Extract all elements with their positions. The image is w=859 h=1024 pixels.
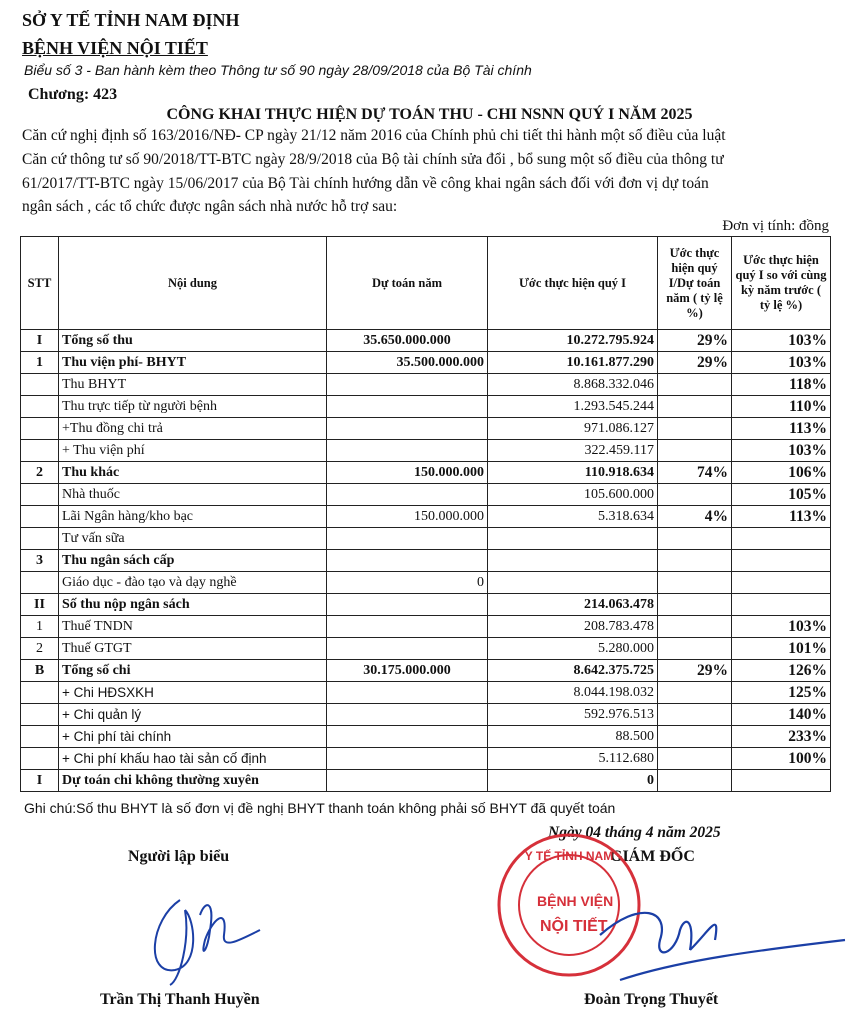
row-actual: 208.783.478 (488, 616, 658, 638)
row-yoy: 125% (732, 682, 831, 704)
director-role: GIÁM ĐỐC (610, 848, 695, 865)
row-yoy (732, 550, 831, 572)
row-ratio (658, 440, 732, 462)
table-row (21, 682, 831, 704)
preparer-role: Người lập biểu (128, 848, 230, 865)
row-budget (327, 418, 488, 440)
row-stt (21, 726, 59, 748)
row-ratio (658, 770, 732, 792)
row-budget: 0 (327, 572, 488, 594)
row-stt: I (21, 330, 59, 352)
budget-table (20, 236, 831, 792)
row-ratio: 29% (658, 330, 732, 352)
table-row (21, 396, 831, 418)
table-row (21, 572, 831, 594)
row-actual: 5.112.680 (488, 748, 658, 770)
row-budget: 35.650.000.000 (327, 330, 488, 352)
row-content: Thu khác (59, 462, 327, 484)
row-yoy: 103% (732, 616, 831, 638)
row-budget (327, 638, 488, 660)
row-actual (488, 550, 658, 572)
row-yoy: 118% (732, 374, 831, 396)
table-row (21, 528, 831, 550)
row-budget: 35.500.000.000 (327, 352, 488, 374)
row-actual: 1.293.545.244 (488, 396, 658, 418)
row-ratio (658, 704, 732, 726)
row-content: Giáo dục - đào tạo và dạy nghề (59, 572, 327, 594)
row-actual: 10.272.795.924 (488, 330, 658, 352)
row-actual: 214.063.478 (488, 594, 658, 616)
preamble-line: ngân sách , các tổ chức được ngân sách nhà nước hỗ trợ sau: (22, 198, 398, 215)
row-budget (327, 594, 488, 616)
table-row (21, 352, 831, 374)
row-ratio: 74% (658, 462, 732, 484)
table-row (21, 374, 831, 396)
row-actual: 0 (488, 770, 658, 792)
row-actual: 10.161.877.290 (488, 352, 658, 374)
row-content: + Chi phí khấu hao tài sản cố định (59, 748, 327, 770)
row-yoy: 113% (732, 506, 831, 528)
row-ratio (658, 550, 732, 572)
row-stt: I (21, 770, 59, 792)
row-actual (488, 528, 658, 550)
row-content: Thuế GTGT (59, 638, 327, 660)
row-budget (327, 682, 488, 704)
col-ratio: Ước thực hiện quý I/Dự toán năm ( tỷ lệ %) (658, 237, 732, 330)
row-budget (327, 440, 488, 462)
row-yoy: 103% (732, 330, 831, 352)
chapter: Chương: 423 (28, 86, 118, 103)
director-name: Đoàn Trọng Thuyết (584, 991, 719, 1008)
row-stt: 1 (21, 616, 59, 638)
row-content: Nhà thuốc (59, 484, 327, 506)
row-budget: 150.000.000 (327, 462, 488, 484)
row-content: Tổng số thu (59, 330, 327, 352)
row-actual: 8.642.375.725 (488, 660, 658, 682)
row-stt: II (21, 594, 59, 616)
row-yoy (732, 528, 831, 550)
preamble-line: Căn cứ nghị định số 163/2016/NĐ- CP ngày 21/12 năm 2016 của Chính phủ chi tiết thi hành một số điều của luật (22, 127, 726, 144)
row-stt (21, 374, 59, 396)
table-row (21, 616, 831, 638)
footnote: Ghi chú:Số thu BHYT là số đơn vị đề nghị BHYT thanh toán không phải số BHYT đã quyết toán (24, 800, 616, 816)
table-body (21, 330, 831, 792)
table-header-row (21, 237, 831, 330)
org-name: BỆNH VIỆN NỘI TIẾT (22, 38, 208, 58)
table-row (21, 748, 831, 770)
row-ratio (658, 638, 732, 660)
row-content: Thuế TNDN (59, 616, 327, 638)
row-content: Thu ngân sách cấp (59, 550, 327, 572)
col-yoy: Ước thực hiện quý I so với cùng kỳ năm trước ( tỷ lệ %) (732, 237, 831, 330)
row-stt (21, 748, 59, 770)
table-row (21, 330, 831, 352)
row-ratio (658, 748, 732, 770)
unit-label: Đơn vị tính: đồng (722, 218, 829, 234)
row-content: Lãi Ngân hàng/kho bạc (59, 506, 327, 528)
row-actual: 8.044.198.032 (488, 682, 658, 704)
table-row (21, 726, 831, 748)
table-row (21, 418, 831, 440)
row-content: Dự toán chi không thường xuyên (59, 770, 327, 792)
row-stt: 2 (21, 462, 59, 484)
row-stt (21, 572, 59, 594)
row-budget (327, 704, 488, 726)
row-ratio (658, 528, 732, 550)
col-budget: Dự toán năm (327, 237, 488, 330)
row-yoy: 103% (732, 440, 831, 462)
row-budget (327, 374, 488, 396)
row-ratio (658, 572, 732, 594)
row-yoy (732, 770, 831, 792)
row-budget (327, 616, 488, 638)
row-stt: 3 (21, 550, 59, 572)
table-row (21, 462, 831, 484)
org-parent: SỞ Y TẾ TỈNH NAM ĐỊNH (22, 10, 240, 30)
row-budget: 150.000.000 (327, 506, 488, 528)
col-content: Nội dung (59, 237, 327, 330)
table-row (21, 506, 831, 528)
table-row (21, 770, 831, 792)
row-yoy: 233% (732, 726, 831, 748)
preamble-line: 61/2017/TT-BTC ngày 15/06/2017 của Bộ Tài chính hướng dẫn về công khai ngân sách đối với đơn vị dự toán (22, 175, 709, 192)
row-yoy: 113% (732, 418, 831, 440)
document-title: CÔNG KHAI THỰC HIỆN DỰ TOÁN THU - CHI NSNN QUÝ I NĂM 2025 (166, 106, 693, 123)
table-row (21, 550, 831, 572)
col-actual: Ước thực hiện quý I (488, 237, 658, 330)
row-yoy: 140% (732, 704, 831, 726)
director-signature-icon (560, 880, 850, 990)
table-row (21, 660, 831, 682)
row-content: + Chi quản lý (59, 704, 327, 726)
row-budget: 30.175.000.000 (327, 660, 488, 682)
row-budget (327, 748, 488, 770)
row-actual (488, 572, 658, 594)
row-actual: 8.868.332.046 (488, 374, 658, 396)
row-yoy: 101% (732, 638, 831, 660)
row-budget (327, 396, 488, 418)
preamble-line: Căn cứ thông tư số 90/2018/TT-BTC ngày 28/9/2018 của Bộ tài chính sửa đổi , bổ sung một số điều của thông tư (22, 151, 724, 168)
row-ratio (658, 726, 732, 748)
row-yoy: 103% (732, 352, 831, 374)
form-basis: Biểu số 3 - Ban hành kèm theo Thông tư số 90 ngày 28/09/2018 của Bộ Tài chính (24, 62, 532, 78)
row-yoy: 100% (732, 748, 831, 770)
row-content: + Chi HĐSXKH (59, 682, 327, 704)
preparer-name: Trần Thị Thanh Huyền (100, 991, 260, 1008)
row-actual: 105.600.000 (488, 484, 658, 506)
table-row (21, 638, 831, 660)
row-content: Thu BHYT (59, 374, 327, 396)
row-ratio: 29% (658, 660, 732, 682)
table-row (21, 440, 831, 462)
row-yoy: 106% (732, 462, 831, 484)
row-stt (21, 704, 59, 726)
row-stt (21, 682, 59, 704)
row-yoy: 126% (732, 660, 831, 682)
row-stt (21, 528, 59, 550)
row-ratio (658, 616, 732, 638)
row-yoy (732, 594, 831, 616)
row-content: +Thu đồng chi trả (59, 418, 327, 440)
row-actual: 592.976.513 (488, 704, 658, 726)
row-stt (21, 396, 59, 418)
table-row (21, 594, 831, 616)
row-ratio (658, 594, 732, 616)
row-ratio (658, 682, 732, 704)
row-content: Thu trực tiếp từ người bệnh (59, 396, 327, 418)
row-ratio (658, 484, 732, 506)
row-content: Tư vấn sữa (59, 528, 327, 550)
row-stt (21, 440, 59, 462)
row-actual: 110.918.634 (488, 462, 658, 484)
col-stt: STT (21, 237, 59, 330)
row-yoy: 105% (732, 484, 831, 506)
row-content: + Thu viện phí (59, 440, 327, 462)
row-content: + Chi phí tài chính (59, 726, 327, 748)
row-content: Tổng số chi (59, 660, 327, 682)
row-yoy (732, 572, 831, 594)
table-row (21, 704, 831, 726)
row-actual: 88.500 (488, 726, 658, 748)
row-yoy: 110% (732, 396, 831, 418)
row-stt (21, 506, 59, 528)
row-stt: 2 (21, 638, 59, 660)
table-row (21, 484, 831, 506)
row-budget (327, 484, 488, 506)
row-budget (327, 726, 488, 748)
row-actual: 5.318.634 (488, 506, 658, 528)
row-stt: 1 (21, 352, 59, 374)
row-stt (21, 418, 59, 440)
row-ratio (658, 396, 732, 418)
row-stt (21, 484, 59, 506)
stamp-text-line2: NỘI TIẾT (540, 918, 608, 935)
preparer-signature-icon (140, 880, 290, 990)
row-ratio: 4% (658, 506, 732, 528)
row-budget (327, 770, 488, 792)
row-ratio (658, 374, 732, 396)
row-content: Thu viện phí- BHYT (59, 352, 327, 374)
stamp-text-line1: BỆNH VIỆN (537, 893, 614, 909)
row-content: Số thu nộp ngân sách (59, 594, 327, 616)
row-ratio (658, 418, 732, 440)
row-actual: 322.459.117 (488, 440, 658, 462)
sign-date: Ngày 04 tháng 4 năm 2025 (548, 824, 721, 841)
row-stt: B (21, 660, 59, 682)
row-actual: 5.280.000 (488, 638, 658, 660)
row-ratio: 29% (658, 352, 732, 374)
row-actual: 971.086.127 (488, 418, 658, 440)
row-budget (327, 550, 488, 572)
row-budget (327, 528, 488, 550)
stamp-ring-text: Y TẾ TỈNH NAM (524, 849, 614, 863)
